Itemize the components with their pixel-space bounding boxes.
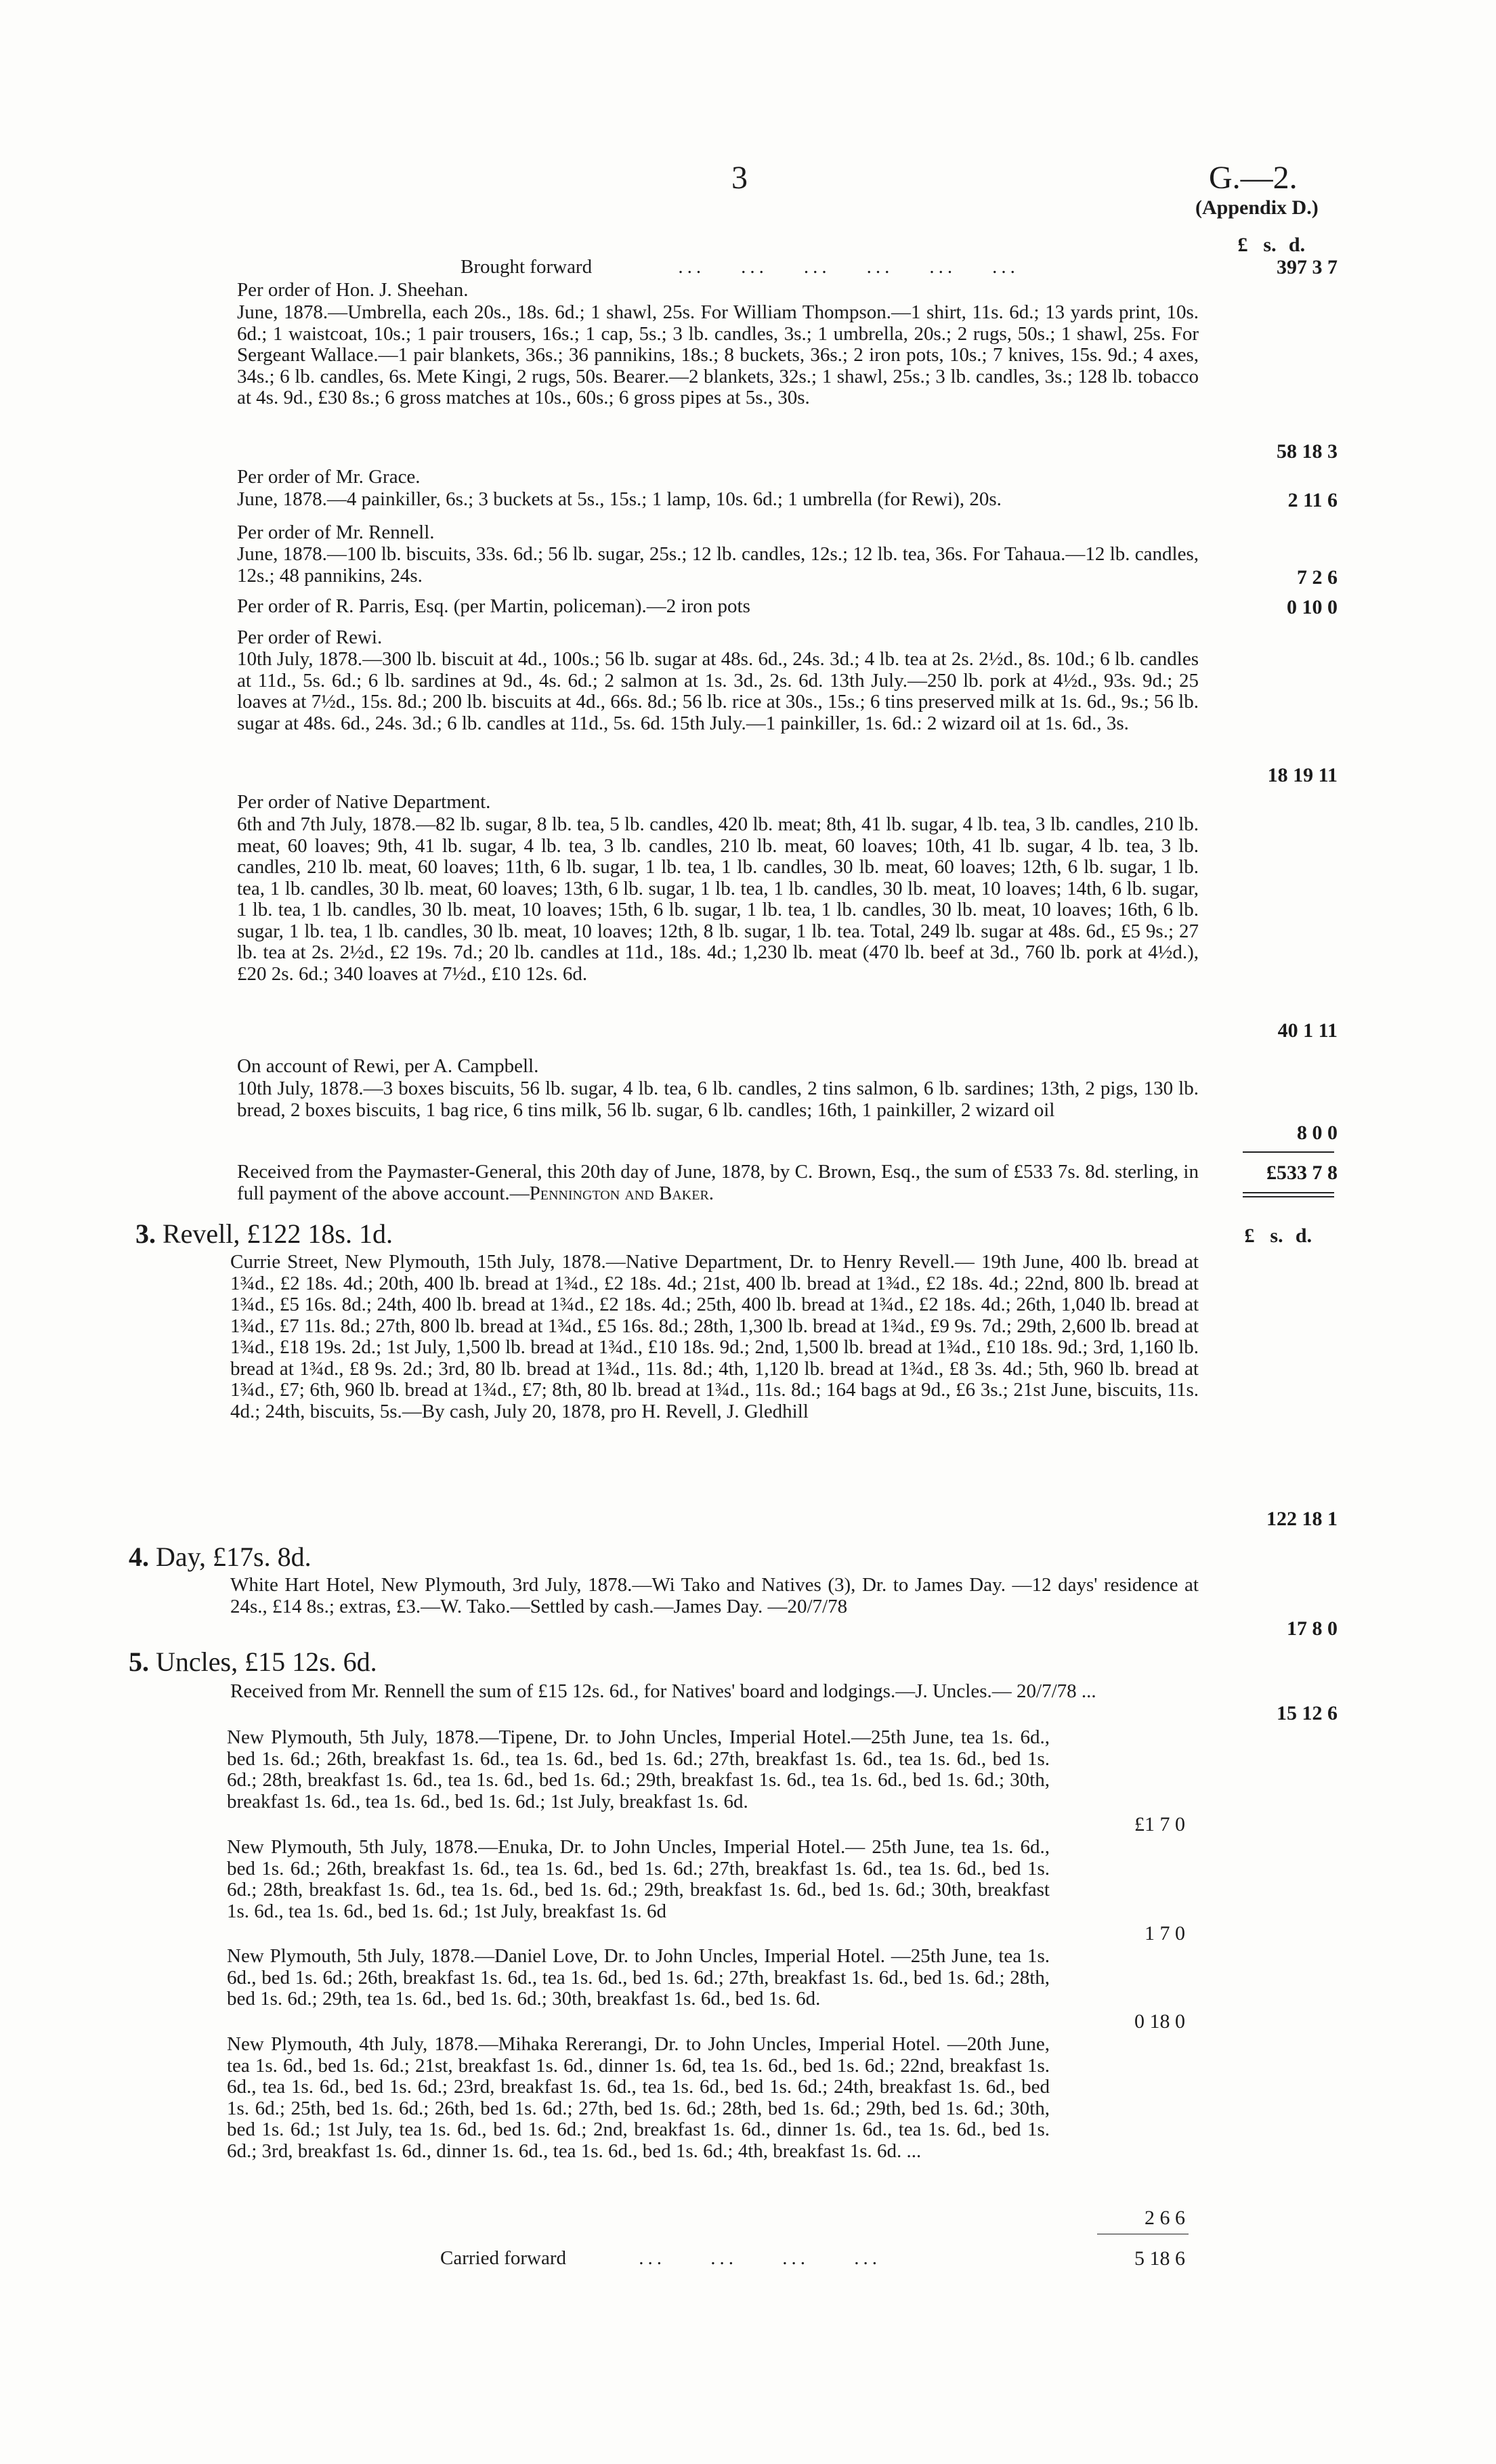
lsd-section3: £ s. d. bbox=[1244, 1225, 1312, 1247]
subtotal-rule bbox=[1243, 1151, 1334, 1153]
section-number: 3. bbox=[135, 1218, 156, 1249]
section-heading-revell bbox=[135, 1218, 393, 1250]
entry-head-sheehan: Per order of Hon. J. Sheehan. bbox=[237, 279, 469, 301]
revell-text: Currie Street, New Plymouth, 15th July, 1878.—Native Department, Dr. to Henry Revell.— 19th June, 400 lb. bread at 1¾d., £2 18s. 4d.; 20th, 400 lb. bread at 1¾d., £2 18s. 4d.; 21st, 400 lb. bread at 1¾d., £2 18s. 4d.; 22nd, 800 lb. bread at 1¾d., £5 16s. 8d.; 24th, 400 lb. bread at 1¾d., £2 18s. 4d.; 25th, 400 lb. bread at 1¾d., £2 18s. 4d.; 26th, 1,040 lb. bread at 1¾d., £7 11s. 8d.; 27th, 800 lb. bread at 1¾d., £5 16s. 8d.; 28th, 1,300 lb. bread at 1¾d., £9 9s. 7d.; 29th, 2,600 lb. bread at 1¾d., £18 19s. 2d.; 1st July, 1,500 lb. bread at 1¾d., £10 18s. 9d.; 2nd, 1,500 lb. bread at 1¾d., £10 18s. 9d.; 3rd, 1,160 lb. bread at 1¾d., £8 9s. 2d.; 3rd, 80 lb. bread at 1¾d., 11s. 8d.; 4th, 1,120 lb. bread at 1¾d., £8 3s. 4d.; 5th, 960 lb. bread at 1¾d., £7; 6th, 960 lb. bread at 1¾d., £7; 8th, 80 lb. bread at 1¾d., 11s. 8d.; 164 bags at 9d., £6 3s.; 21st June, biscuits, 11s. 4d.; 24th, biscuits, 5s.—By cash, July 20, 1878, pro H. Revell, J. Gledhill bbox=[230, 1251, 1199, 1422]
entry-text-native-dept: 6th and 7th July, 1878.—82 lb. sugar, 8 lb. tea, 5 lb. candles, 420 lb. meat; 8th, 41 lb. sugar, 4 lb. tea, 3 lb. candles, 210 lb. meat, 60 loaves; 9th, 41 lb. sugar, 4 lb. tea, 3 lb. candles, 210 lb. meat, 60 loaves; 10th, 41 lb. sugar, 4 lb. tea, 3 lb. candles, 210 lb. meat, 60 loaves; 11th, 6 lb. sugar, 1 lb. tea, 1 lb. candles, 30 lb. meat, 60 loaves; 12th, 6 lb. sugar, 1 lb. tea, 1 lb. candles, 30 lb. meat, 60 loaves; 13th, 6 lb. sugar, 1 lb. tea, 1 lb. candles, 30 lb. meat, 10 loaves; 14th, 6 lb. sugar, 1 lb. tea, 1 lb. candles, 30 lb. meat, 10 loaves; 15th, 6 lb. sugar, 1 lb. tea, 1 lb. candles, 30 lb. meat, 10 loaves; 16th, 6 lb. sugar, 1 lb. tea, 1 lb. candles, 30 lb. meat, 10 loaves; 12th, 8 lb. sugar, 1 lb. tea. Total, 249 lb. sugar at 48s. 6d., £5 9s.; 27 lb. tea at 2s. 2½d., £2 19s. 7d.; 20 lb. candles at 11d., 18s. 4d.; 1,230 lb. meat (470 lb. beef at 3d., 760 lb. pork at 4½d.), £20 2s. 6d.; 340 loaves at 7½d., £10 12s. 6d. bbox=[237, 813, 1199, 985]
entry-text-sheehan: June, 1878.—Umbrella, each 20s., 18s. 6d.; 1 shawl, 25s. For William Thompson.—1 shirt, 11s. 6d.; 13 yards print, 10s. 6d.; 1 waistcoat, 10s.; 1 pair trousers, 16s.; 1 cap, 5s.; 3 lb. candles, 3s.; 1 umbrella, 20s.; 2 rugs, 50s.; 1 shawl, 25s. For Sergeant Wallace.—1 pair blankets, 36s.; 36 pannikins, 18s.; 8 buckets, 36s.; 2 iron pots, 10s.; 7 knives, 15s. 9d.; 4 axes, 34s.; 6 lb. candles, 6s. Mete Kingi, 2 rugs, 50s. Bearer.—2 blankets, 32s.; 1 shawl, 25s.; 3 lb. candles, 3s.; 128 lb. tobacco at 4s. 9d., £30 8s.; 6 gross matches at 10s., 60s.; 6 gross pipes at 5s., 30s. bbox=[237, 301, 1199, 408]
entry-head-grace: Per order of Mr. Grace. bbox=[237, 466, 421, 488]
pence-label: d. bbox=[1288, 234, 1306, 256]
bill-daniel-love: New Plymouth, 5th July, 1878.—Daniel Love, Dr. to John Uncles, Imperial Hotel. —25th June, tea 1s. 6d., bed 1s. 6d.; 26th, breakfast 1s. 6d., tea 1s. 6d., bed 1s. 6d.; 27th, breakfast 1s. 6d., bed 1s. 6d.; 28th, bed 1s. 6d.; 29th, tea 1s. 6d., bed 1s. 6d.; 30th, breakfast 1s. 6d., bed 1s. 6d. bbox=[227, 1945, 1050, 2010]
section-heading-day: 4. Day, £17s. 8d. bbox=[129, 1542, 312, 1572]
uncles-received-amount: 15 12 6 bbox=[1277, 1702, 1338, 1724]
entry-head-rennell: Per order of Mr. Rennell. bbox=[237, 522, 435, 543]
total-rule-2 bbox=[1243, 1196, 1334, 1197]
shillings-label: s. bbox=[1263, 234, 1277, 256]
carried-forward-label: Carried forward ... ... ... ... bbox=[440, 2247, 881, 2269]
entry-amount-grace: 2 11 6 bbox=[1287, 489, 1338, 511]
appendix-label: (Appendix D.) bbox=[1195, 196, 1319, 219]
section-title: Revell, £122 18s. 1d. bbox=[163, 1218, 393, 1249]
bill-tipene-amount: £1 7 0 bbox=[1134, 1813, 1185, 1835]
bill-mihaka: New Plymouth, 4th July, 1878.—Mihaka Rererangi, Dr. to John Uncles, Imperial Hotel. —20th June, tea 1s. 6d., bed 1s. 6d.; 21st, breakfast 1s. 6d., dinner 1s. 6d, tea 1s. 6d., bed 1s. 6d.; 22nd, breakfast 1s. 6d., tea 1s. 6d., bed 1s. 6d.; 23rd, breakfast 1s. 6d., tea 1s. 6d., bed 1s. 6d.; 24th, breakfast 1s. 6d., bed 1s. 6d.; 25th, bed 1s. 6d.; 26th, bed 1s. 6d.; 27th, bed 1s. 6d.; 28th, bed 1s. 6d.; 29th, bed 1s. 6d.; 30th, bed 1s. 6d.; 1st July, tea 1s. 6d., bed 1s. 6d.; 2nd, breakfast 1s. 6d., dinner 1s. 6d., tea 1s. 6d., bed 1s. 6d.; 3rd, breakfast 1s. 6d., dinner 1s. 6d., tea 1s. 6d., bed 1s. 6d.; 4th, breakfast 1s. 6d. ... bbox=[227, 2033, 1050, 2162]
revell-amount: 122 18 1 bbox=[1266, 1508, 1338, 1530]
day-text: White Hart Hotel, New Plymouth, 3rd July, 1878.—Wi Tako and Natives (3), Dr. to James Day. —12 days' residence at 24s., £14 8s.; extras, £3.—W. Tako.—Settled by cash.—James Day. —20/7/78 bbox=[230, 1574, 1199, 1617]
brought-forward-amount: 397 3 7 bbox=[1277, 256, 1338, 278]
entry-amount-sheehan: 58 18 3 bbox=[1277, 440, 1338, 463]
entry-head-rewi: Per order of Rewi. bbox=[237, 626, 383, 648]
entry-text-campbell: 10th July, 1878.—3 boxes biscuits, 56 lb. sugar, 4 lb. tea, 6 lb. candles, 2 tins salmon, 6 lb. sardines; 13th, 2 pigs, 130 lb. bread, 2 boxes biscuits, 1 bag rice, 6 tins milk, 56 lb. sugar, 6 lb. candles; 16th, 1 painkiller, 2 wizard oil bbox=[237, 1078, 1199, 1121]
entry-amount-parris: 0 10 0 bbox=[1287, 596, 1338, 618]
received-total: £533 7 8 bbox=[1266, 1162, 1338, 1184]
entry-amount-native-dept: 40 1 11 bbox=[1277, 1019, 1338, 1042]
entry-text-parris: Per order of R. Parris, Esq. (per Martin, policeman).—2 iron pots bbox=[237, 595, 750, 617]
bill-enuka: New Plymouth, 5th July, 1878.—Enuka, Dr. to John Uncles, Imperial Hotel.— 25th June, tea 1s. 6d., bed 1s. 6d.; 26th, breakfast 1s. 6d., tea 1s. 6d., bed 1s. 6d.; 27th, breakfast 1s. 6d., tea 1s. 6d., bed 1s. 6d.; 28th, breakfast 1s. 6d., tea 1s. 6d., bed 1s. 6d.; 29th, breakfast 1s. 6d., bed 1s. 6d.; 30th, breakfast 1s. 6d., tea 1s. 6d., bed 1s. 6d.; 1st July, breakfast 1s. 6d bbox=[227, 1836, 1050, 1922]
section-heading-uncles: 5. Uncles, £15 12s. 6d. bbox=[129, 1647, 377, 1677]
entry-head-native-dept: Per order of Native Department. bbox=[237, 791, 491, 813]
pounds-label: £ bbox=[1237, 234, 1248, 256]
total-rule-1 bbox=[1243, 1192, 1334, 1193]
carried-forward-amount: 5 18 6 bbox=[1134, 2247, 1185, 2270]
entry-amount-campbell: 8 0 0 bbox=[1297, 1122, 1338, 1144]
bill-daniel-love-amount: 0 18 0 bbox=[1134, 2010, 1185, 2033]
received-paragraph: Received from the Paymaster-General, this 20th day of June, 1878, by C. Brown, Esq., the sum of £533 7s. 8d. sterling, in full payment of the above account.—Pennington and Baker. bbox=[237, 1161, 1199, 1204]
entry-text-grace: June, 1878.—4 painkiller, 6s.; 3 buckets at 5s., 15s.; 1 lamp, 10s. 6d.; 1 umbrella (for Rewi), 20s. bbox=[237, 488, 1002, 510]
signature-pennington: Pennington and Baker. bbox=[529, 1182, 714, 1204]
entry-text-rennell: June, 1878.—100 lb. biscuits, 33s. 6d.; 56 lb. sugar, 25s.; 12 lb. candles, 12s.; 12 lb. tea, 36s. For Tahaua.—12 lb. candles, 12s.; 48 pannikins, 24s. bbox=[237, 543, 1199, 587]
page-number: 3 bbox=[731, 160, 748, 196]
bill-mihaka-amount: 2 6 6 bbox=[1145, 2207, 1185, 2229]
entry-amount-rennell: 7 2 6 bbox=[1297, 566, 1338, 589]
bill-tipene: New Plymouth, 5th July, 1878.—Tipene, Dr. to John Uncles, Imperial Hotel.—25th June, tea 1s. 6d., bed 1s. 6d.; 26th, breakfast 1s. 6d., tea 1s. 6d., bed 1s. 6d.; 27th, breakfast 1s. 6d., tea 1s. 6d., bed 1s. 6d.; 28th, breakfast 1s. 6d., tea 1s. 6d., bed 1s. 6d.; 29th, breakfast 1s. 6d., tea 1s. 6d., bed 1s. 6d.; 30th, breakfast 1s. 6d., tea 1s. 6d., bed 1s. 6d.; 1st July, breakfast 1s. 6d. bbox=[227, 1726, 1050, 1812]
lsd-header bbox=[1229, 234, 1310, 257]
uncles-received-text: Received from Mr. Rennell the sum of £15 12s. 6d., for Natives' board and lodgings.—J. Uncles.— 20/7/78 ... bbox=[230, 1680, 1096, 1702]
entry-amount-rewi: 18 19 11 bbox=[1267, 764, 1338, 786]
day-amount: 17 8 0 bbox=[1287, 1617, 1338, 1640]
brought-forward-label: Brought forward ... ... ... ... ... ... bbox=[461, 256, 1019, 278]
entry-head-campbell: On account of Rewi, per A. Campbell. bbox=[237, 1055, 539, 1077]
bill-enuka-amount: 1 7 0 bbox=[1145, 1922, 1185, 1945]
entry-text-rewi: 10th July, 1878.—300 lb. biscuit at 4d., 100s.; 56 lb. sugar at 48s. 6d., 24s. 3d.; 4 lb. tea at 2s. 2½d., 8s. 10d.; 6 lb. candles at 11d., 5s. 6d.; 6 lb. sardines at 9d., 4s. 6d.; 2 salmon at 1s. 3d., 2s. 6d. 13th July.—250 lb. pork at 4½d., 93s. 9d.; 25 loaves at 7½d., 15s. 8d.; 200 lb. biscuits at 4d., 66s. 8d.; 56 lb. rice at 30s., 15s.; 6 tins preserved milk at 1s. 6d., 9s.; 56 lb. sugar at 48s. 6d., 24s. 3d.; 6 lb. candles at 11d., 5s. 6d. 15th July.—1 painkiller, 1s. 6d.: 2 wizard oil at 1s. 6d., 3s. bbox=[237, 648, 1199, 734]
series-number: G.—2. bbox=[1209, 160, 1298, 196]
